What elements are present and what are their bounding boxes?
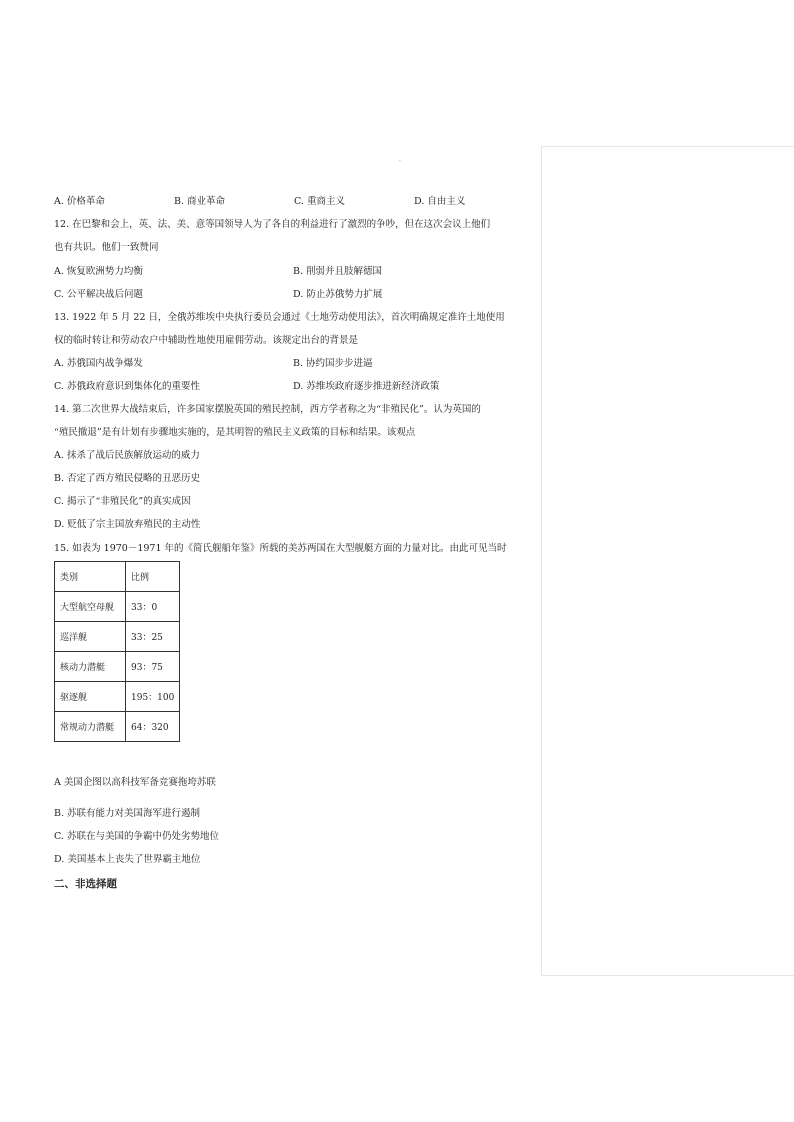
table-cell: 驱逐舰	[55, 682, 126, 712]
table-row	[55, 682, 180, 712]
table-header-row	[55, 562, 180, 592]
q15-stem-line-1: 15. 如表为 1970－1971 年的《简氏舰船年鉴》所载的美苏两国在大型舰艇方面的力量对比。由此可见当时	[54, 543, 507, 554]
q13-option-a: A. 苏俄国内战争爆发	[54, 358, 143, 369]
table-cell: 93：75	[126, 652, 180, 682]
q15-option-a: A 美国企图以高科技军备竞赛拖垮苏联	[54, 777, 216, 788]
q11-option-b: B. 商业革命	[174, 196, 226, 207]
q12-option-b: B. 削弱并且肢解德国	[293, 266, 383, 277]
q12-option-a: A. 恢复欧洲势力均衡	[54, 266, 143, 277]
q12-option-c: C. 公平解决战后问题	[54, 289, 143, 300]
q14-option-b: B. 否定了西方殖民侵略的丑恶历史	[54, 473, 201, 484]
side-panel	[541, 146, 794, 976]
table-cell: 64：320	[126, 712, 180, 742]
table-cell: 核动力潜艇	[55, 652, 126, 682]
q13-option-c: C. 苏俄政府意识到集体化的重要性	[54, 381, 200, 392]
table-cell: 大型航空母舰	[55, 592, 126, 622]
stray-mark: ·	[399, 158, 401, 165]
q12-stem-line-1: 12. 在巴黎和会上，英、法、美、意等国领导人为了各自的利益进行了激烈的争吵，但在这次会议上他们	[54, 219, 491, 230]
q15-option-c: C. 苏联在与美国的争霸中仍处劣势地位	[54, 831, 219, 842]
table-row	[55, 622, 180, 652]
q14-option-d: D. 贬低了宗主国放弃殖民的主动性	[54, 519, 201, 530]
table-cell: 33：25	[126, 622, 180, 652]
table-cell: 195：100	[126, 682, 180, 712]
q11-option-c: C. 重商主义	[294, 196, 345, 207]
q14-option-c: C. 揭示了“非殖民化”的真实成因	[54, 496, 191, 507]
table-row	[55, 712, 180, 742]
table-cell: 常规动力潜艇	[55, 712, 126, 742]
q14-option-a: A. 抹杀了战后民族解放运动的威力	[54, 450, 200, 461]
table-cell: 33：0	[126, 592, 180, 622]
q13-option-b: B. 协约国步步进逼	[293, 358, 373, 369]
fleet-comparison-table	[54, 561, 180, 742]
q15-option-d: D. 美国基本上丧失了世界霸主地位	[54, 854, 201, 865]
q11-option-a: A. 价格革命	[54, 196, 105, 207]
q12-option-d: D. 防止苏俄势力扩展	[293, 289, 383, 300]
q12-stem-line-2: 也有共识。他们一致赞同	[54, 242, 159, 253]
table-row	[55, 592, 180, 622]
table-header-cell: 比例	[126, 562, 180, 592]
q11-option-d: D. 自由主义	[414, 196, 466, 207]
q14-stem-line-1: 14. 第二次世界大战结束后，许多国家摆脱英国的殖民控制，西方学者称之为“非殖民化”。认为英国的	[54, 404, 481, 415]
section-title: 二、非选择题	[54, 878, 117, 890]
table-cell: 巡洋舰	[55, 622, 126, 652]
q13-option-d: D. 苏维埃政府逐步推进新经济政策	[293, 381, 440, 392]
q13-stem-line-1: 13. 1922 年 5 月 22 日，全俄苏维埃中央执行委员会通过《土地劳动使用法》，首次明确规定准许土地使用	[54, 312, 505, 323]
q13-stem-line-2: 权的临时转让和劳动农户中辅助性地使用雇佣劳动。该规定出台的背景是	[54, 335, 359, 346]
q14-stem-line-2: “殖民撤退”是有计划有步骤地实施的，是其明智的殖民主义政策的目标和结果。该观点	[54, 427, 416, 438]
table-row	[55, 652, 180, 682]
table-header-cell: 类别	[55, 562, 126, 592]
q15-option-b: B. 苏联有能力对美国海军进行遏制	[54, 808, 201, 819]
